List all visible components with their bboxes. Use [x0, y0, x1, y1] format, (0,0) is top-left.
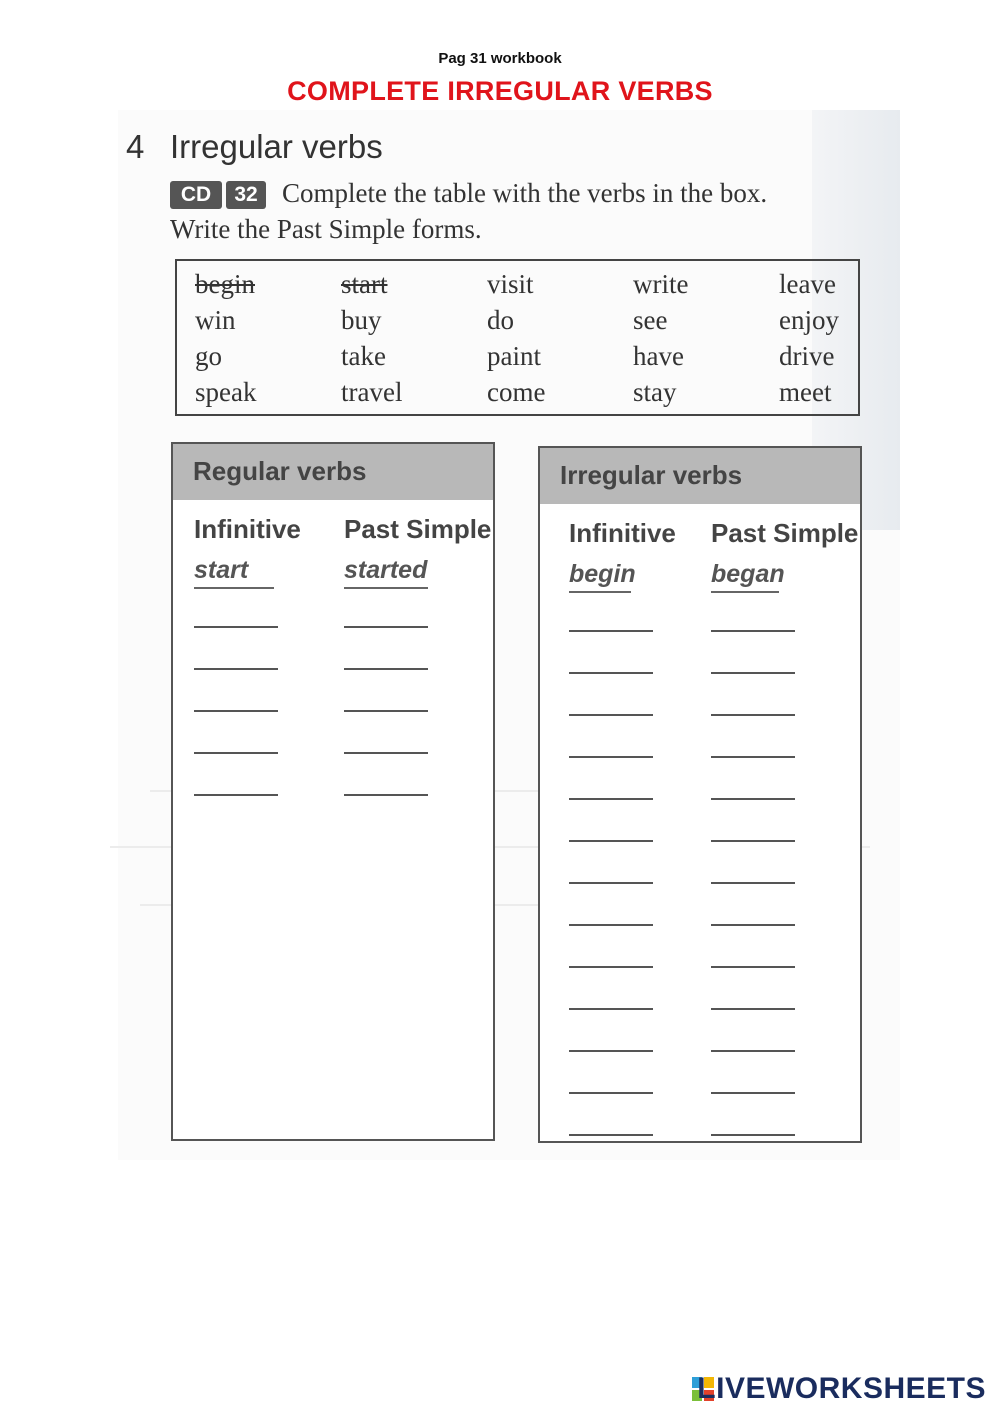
verb-go: go — [195, 341, 222, 371]
worksheet-title: COMPLETE IRREGULAR VERBS — [287, 76, 713, 106]
verb-buy: buy — [341, 305, 382, 335]
answer-blank-infinitive[interactable] — [569, 1050, 653, 1052]
verb-begin: begin — [195, 269, 255, 299]
example-infinitive: begin — [569, 560, 631, 593]
answer-blank-infinitive[interactable] — [569, 672, 653, 674]
answer-blank-past[interactable] — [711, 630, 795, 632]
page-reference: Pag 31 workbook — [438, 50, 562, 67]
verb-stay: stay — [633, 377, 677, 407]
example-past-simple: started — [344, 556, 428, 589]
verb-speak: speak — [195, 377, 257, 407]
answer-blank-past[interactable] — [711, 672, 795, 674]
cd-badge-number: 32 — [226, 181, 266, 209]
answer-blank-past[interactable] — [711, 882, 795, 884]
column-header-past-simple: Past Simple — [344, 514, 492, 544]
exercise-title: Irregular verbs — [170, 128, 383, 165]
answer-blank-past[interactable] — [344, 668, 428, 670]
answer-blank-past[interactable] — [711, 966, 795, 968]
column-header-infinitive: Infinitive — [569, 518, 676, 548]
answer-blank-infinitive[interactable] — [569, 714, 653, 716]
column-header-past-simple: Past Simple — [711, 518, 859, 548]
answer-blank-past[interactable] — [344, 710, 428, 712]
answer-blank-past[interactable] — [344, 626, 428, 628]
example-past-simple: began — [711, 560, 779, 593]
answer-blank-infinitive[interactable] — [569, 924, 653, 926]
verb-leave: leave — [779, 269, 836, 299]
answer-blank-infinitive[interactable] — [569, 882, 653, 884]
answer-blank-infinitive[interactable] — [569, 1134, 653, 1136]
answer-blank-infinitive[interactable] — [569, 798, 653, 800]
answer-blank-infinitive[interactable] — [569, 840, 653, 842]
column-header-infinitive: Infinitive — [194, 514, 301, 544]
verb-come: come — [487, 377, 546, 407]
verb-do: do — [487, 305, 514, 335]
answer-blank-infinitive[interactable] — [569, 630, 653, 632]
exercise-number: 4 — [126, 128, 145, 165]
verb-enjoy: enjoy — [779, 305, 839, 335]
verb-see: see — [633, 305, 668, 335]
answer-blank-past[interactable] — [711, 714, 795, 716]
verb-win: win — [195, 305, 236, 335]
verb-meet: meet — [779, 377, 832, 407]
answer-blank-past[interactable] — [711, 1134, 795, 1136]
verb-travel: travel — [341, 377, 403, 407]
panel-header — [540, 448, 860, 504]
answer-blank-infinitive[interactable] — [194, 668, 278, 670]
verb-start: start — [341, 269, 388, 299]
verb-paint: paint — [487, 341, 541, 371]
answer-blank-past[interactable] — [711, 840, 795, 842]
answer-blank-infinitive[interactable] — [569, 1008, 653, 1010]
example-infinitive: start — [194, 556, 274, 589]
answer-blank-infinitive[interactable] — [569, 966, 653, 968]
answer-blank-past[interactable] — [344, 752, 428, 754]
answer-blank-infinitive[interactable] — [569, 756, 653, 758]
panel-title: Regular verbs — [193, 456, 367, 486]
cd-badge-label: CD — [170, 181, 222, 209]
brand-wordmark: LIVEWORKSHEETS — [697, 1372, 986, 1405]
verb-write: write — [633, 269, 689, 299]
instruction-line-1: Complete the table with the verbs in the box. — [282, 178, 768, 208]
verb-drive: drive — [779, 341, 835, 371]
instruction-line-2: Write the Past Simple forms. — [170, 214, 482, 244]
regular-verbs-panel — [171, 442, 495, 1141]
verb-box — [175, 259, 860, 416]
answer-blank-infinitive[interactable] — [194, 752, 278, 754]
answer-blank-past[interactable] — [711, 798, 795, 800]
answer-blank-past[interactable] — [711, 1092, 795, 1094]
answer-blank-past[interactable] — [711, 756, 795, 758]
panel-header — [173, 444, 493, 500]
verb-visit: visit — [487, 269, 534, 299]
answer-blank-past[interactable] — [711, 1050, 795, 1052]
irregular-verbs-panel — [538, 446, 862, 1143]
answer-blank-past[interactable] — [344, 794, 428, 796]
panel-title: Irregular verbs — [560, 460, 743, 490]
answer-blank-infinitive[interactable] — [569, 1092, 653, 1094]
answer-blank-past[interactable] — [711, 1008, 795, 1010]
verb-take: take — [341, 341, 386, 371]
answer-blank-infinitive[interactable] — [194, 626, 278, 628]
verb-have: have — [633, 341, 684, 371]
answer-blank-infinitive[interactable] — [194, 794, 278, 796]
answer-blank-past[interactable] — [711, 924, 795, 926]
answer-blank-infinitive[interactable] — [194, 710, 278, 712]
